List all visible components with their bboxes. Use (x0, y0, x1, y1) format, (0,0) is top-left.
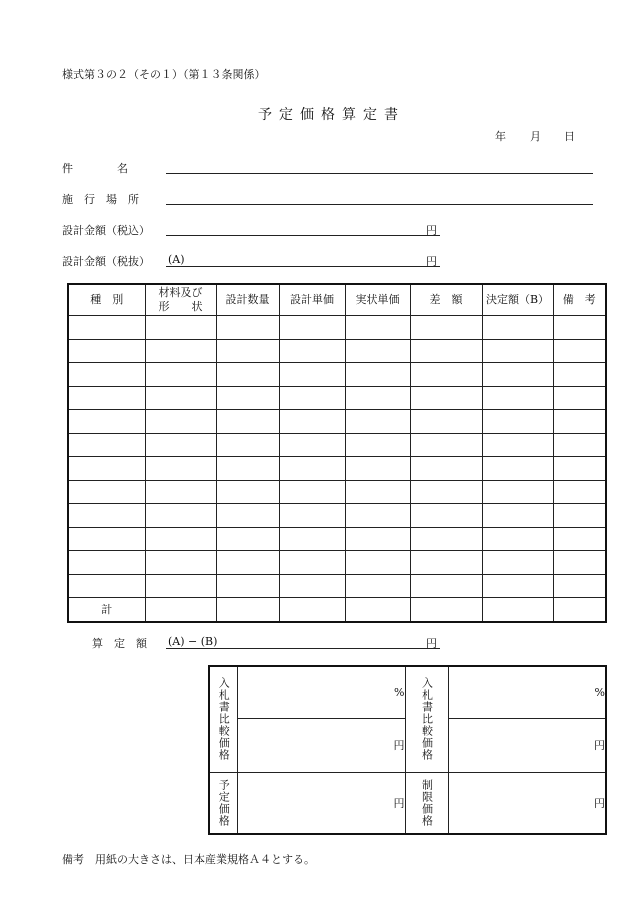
table-cell[interactable] (410, 457, 482, 481)
table-cell[interactable] (216, 316, 279, 340)
date-day: 日 (564, 130, 575, 143)
table-cell[interactable] (68, 527, 145, 551)
table-cell[interactable] (553, 480, 606, 504)
table-cell[interactable] (345, 551, 410, 575)
total-label: 計 (68, 598, 145, 622)
table-cell[interactable] (410, 363, 482, 387)
design-amount-tax-incl-field[interactable] (166, 235, 440, 236)
total-cell[interactable] (553, 598, 606, 622)
calc-formula: (A) − (B) (168, 635, 218, 648)
table-cell[interactable] (68, 504, 145, 528)
table-cell[interactable] (345, 574, 410, 598)
table-cell[interactable] (145, 574, 216, 598)
table-cell[interactable] (553, 433, 606, 457)
table-cell[interactable] (482, 527, 553, 551)
design-amount-tax-excl-label: 設計金額（税抜） (62, 255, 150, 268)
table-cell[interactable] (279, 551, 345, 575)
table-cell[interactable] (68, 339, 145, 363)
table-cell[interactable] (145, 504, 216, 528)
table-cell[interactable] (345, 410, 410, 434)
table-row (68, 551, 606, 575)
table-cell[interactable] (345, 339, 410, 363)
table-cell[interactable] (68, 363, 145, 387)
table-cell[interactable] (553, 551, 606, 575)
table-cell[interactable] (216, 410, 279, 434)
table-row (68, 410, 606, 434)
yen-unit-1: 円 (426, 224, 437, 237)
item-name-field[interactable] (166, 173, 593, 174)
table-cell[interactable] (345, 527, 410, 551)
table-cell[interactable] (410, 433, 482, 457)
mark-a: (A) (168, 253, 185, 266)
table-cell[interactable] (279, 480, 345, 504)
table-cell[interactable] (482, 551, 553, 575)
column-header-difference: 差 額 (410, 284, 482, 316)
table-cell[interactable] (216, 551, 279, 575)
calc-label: 算 定 額 (92, 637, 147, 650)
table-row (68, 433, 606, 457)
table-cell[interactable] (145, 386, 216, 410)
table-cell[interactable] (279, 316, 345, 340)
total-cell[interactable] (482, 598, 553, 622)
table-cell[interactable] (410, 316, 482, 340)
table-cell[interactable] (145, 480, 216, 504)
table-cell[interactable] (279, 527, 345, 551)
table-cell[interactable] (482, 433, 553, 457)
table-cell[interactable] (216, 574, 279, 598)
table-cell[interactable] (279, 410, 345, 434)
table-total-row (68, 598, 606, 622)
table-cell[interactable] (345, 386, 410, 410)
table-cell[interactable] (279, 574, 345, 598)
column-header-determined-amount: 決定額（B） (482, 284, 553, 316)
table-row (68, 316, 606, 340)
total-cell[interactable] (345, 598, 410, 622)
limit-price-label: 制限価格 (405, 772, 448, 834)
table-cell[interactable] (216, 433, 279, 457)
table-cell[interactable] (410, 480, 482, 504)
table-cell[interactable] (410, 504, 482, 528)
table-cell[interactable] (68, 551, 145, 575)
table-cell[interactable] (482, 363, 553, 387)
table-cell[interactable] (216, 363, 279, 387)
column-header-remarks: 備 考 (553, 284, 606, 316)
table-cell[interactable] (279, 504, 345, 528)
table-cell[interactable] (145, 339, 216, 363)
table-row (68, 574, 606, 598)
column-header-design-unit-price: 設計単価 (279, 284, 345, 316)
table-cell[interactable] (345, 480, 410, 504)
table-cell[interactable] (482, 410, 553, 434)
bid-compare-yen-right[interactable]: 円 (448, 718, 606, 772)
table-cell[interactable] (145, 551, 216, 575)
table-cell[interactable] (68, 386, 145, 410)
table-cell[interactable] (482, 504, 553, 528)
total-cell[interactable] (410, 598, 482, 622)
column-header-type: 種 別 (68, 284, 145, 316)
table-cell[interactable] (216, 386, 279, 410)
table-cell[interactable] (145, 316, 216, 340)
table-row (68, 457, 606, 481)
calc-amount-field[interactable] (166, 648, 440, 649)
design-amount-tax-incl-label: 設計金額（税込） (62, 224, 150, 237)
table-cell[interactable] (279, 386, 345, 410)
table-cell[interactable] (345, 316, 410, 340)
table-cell[interactable] (553, 504, 606, 528)
table-cell[interactable] (410, 386, 482, 410)
table-cell[interactable] (482, 339, 553, 363)
table-cell[interactable] (553, 316, 606, 340)
estimated-price-yen[interactable]: 円 (237, 772, 405, 834)
total-cell[interactable] (145, 598, 216, 622)
page-title: 予定価格算定書 (258, 107, 405, 123)
table-cell[interactable] (345, 457, 410, 481)
price-box (208, 665, 607, 835)
form-number: 様式第３の２（その１）（第１３条関係） (62, 68, 266, 81)
estimated-price-label: 予定価格 (209, 772, 237, 834)
table-cell[interactable] (553, 527, 606, 551)
column-header-design-quantity: 設計数量 (216, 284, 279, 316)
table-header-row (68, 284, 606, 316)
table-cell[interactable] (482, 480, 553, 504)
bid-compare-label-right: 入札書比較価格 (405, 666, 448, 772)
table-cell[interactable] (410, 339, 482, 363)
table-cell[interactable] (145, 410, 216, 434)
table-cell[interactable] (553, 386, 606, 410)
total-cell[interactable] (216, 598, 279, 622)
table-cell[interactable] (68, 574, 145, 598)
limit-price-yen[interactable]: 円 (448, 772, 606, 834)
table-cell[interactable] (410, 527, 482, 551)
location-field[interactable] (166, 204, 593, 205)
table-cell[interactable] (279, 457, 345, 481)
table-cell[interactable] (553, 574, 606, 598)
table-cell[interactable] (68, 457, 145, 481)
table-cell[interactable] (482, 386, 553, 410)
location-label: 施 行 場 所 (62, 193, 139, 206)
calc-yen-unit: 円 (426, 637, 437, 650)
table-cell[interactable] (553, 363, 606, 387)
table-cell[interactable] (410, 410, 482, 434)
table-cell[interactable] (553, 410, 606, 434)
bid-compare-label-left: 入札書比較価格 (209, 666, 237, 772)
table-row (68, 339, 606, 363)
table-cell[interactable] (279, 339, 345, 363)
table-cell[interactable] (279, 433, 345, 457)
cost-table (67, 283, 607, 623)
table-cell[interactable] (68, 410, 145, 434)
table-cell[interactable] (68, 433, 145, 457)
table-cell[interactable] (68, 480, 145, 504)
bid-compare-yen-left[interactable]: 円 (237, 718, 405, 772)
table-cell[interactable] (345, 504, 410, 528)
table-row (68, 504, 606, 528)
table-cell[interactable] (216, 457, 279, 481)
item-name-label: 件 名 (62, 162, 128, 175)
footer-note: 備考 用紙の大きさは、日本産業規格Ａ４とする。 (62, 853, 315, 866)
date-month: 月 (530, 130, 541, 143)
table-cell[interactable] (345, 433, 410, 457)
table-cell[interactable] (145, 457, 216, 481)
table-cell[interactable] (482, 316, 553, 340)
table-cell[interactable] (410, 551, 482, 575)
bid-compare-percent-left[interactable]: % (237, 666, 405, 718)
table-cell[interactable] (145, 363, 216, 387)
table-cell[interactable] (145, 527, 216, 551)
table-cell[interactable] (68, 316, 145, 340)
table-row (68, 480, 606, 504)
table-cell[interactable] (145, 433, 216, 457)
table-cell[interactable] (216, 339, 279, 363)
table-row (68, 527, 606, 551)
design-amount-tax-excl-field[interactable] (166, 266, 440, 267)
bid-compare-percent-right[interactable]: % (448, 666, 606, 718)
table-row (68, 386, 606, 410)
table-cell[interactable] (216, 480, 279, 504)
table-cell[interactable] (345, 363, 410, 387)
date-year: 年 (495, 130, 506, 143)
column-header-material: 材料及び 形 状 (145, 284, 216, 316)
table-cell[interactable] (279, 363, 345, 387)
table-cell[interactable] (482, 457, 553, 481)
table-cell[interactable] (553, 339, 606, 363)
table-row (68, 363, 606, 387)
table-cell[interactable] (410, 574, 482, 598)
column-header-actual-unit-price: 実状単価 (345, 284, 410, 316)
table-cell[interactable] (482, 574, 553, 598)
total-cell[interactable] (279, 598, 345, 622)
table-cell[interactable] (216, 527, 279, 551)
yen-unit-2: 円 (426, 255, 437, 268)
table-cell[interactable] (553, 457, 606, 481)
table-cell[interactable] (216, 504, 279, 528)
